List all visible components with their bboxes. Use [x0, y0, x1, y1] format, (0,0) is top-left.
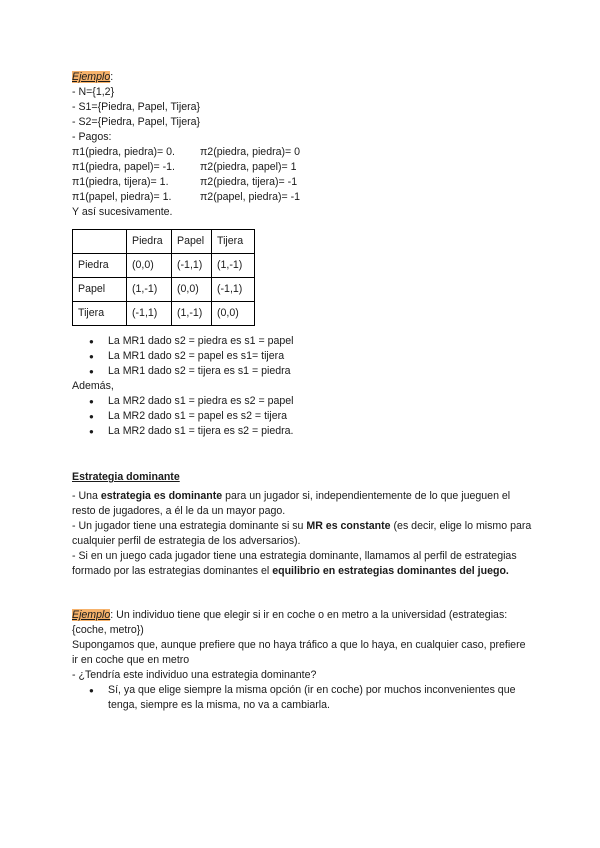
- example2-question: - ¿Tendría este individuo una estrategia dominante?: [72, 669, 317, 681]
- table-cell: (-1,1): [212, 278, 255, 302]
- payoff-row: π1(piedra, piedra)= 0. π2(piedra, piedra)= 0: [72, 146, 301, 158]
- constant-mr-paragraph: - Un jugador tiene una estrategia dominante si su MR es constante (es decir, elige lo mismo para cualquier perfil de estrategia de los adversarios).: [72, 520, 532, 547]
- payoff-matrix: [72, 229, 255, 326]
- table-cell: (0,0): [212, 302, 255, 326]
- table-cell: (-1,1): [172, 254, 212, 278]
- table-cell: Papel: [73, 278, 127, 302]
- mr2-list: [72, 394, 532, 439]
- table-cell: (0,0): [127, 254, 172, 278]
- payoff-row: π1(piedra, tijera)= 1. π2(piedra, tijera)= -1: [72, 176, 298, 188]
- table-row: [73, 278, 255, 302]
- table-row: [73, 302, 255, 326]
- list-item: ● La MR1 dado s2 = papel es s1= tijera: [72, 349, 532, 364]
- players-line: - N={1,2}: [72, 86, 115, 98]
- payoff-row: π1(piedra, papel)= -1. π2(piedra, papel)= 1: [72, 161, 297, 173]
- table-header-row: [73, 230, 255, 254]
- table-cell: (1,-1): [212, 254, 255, 278]
- ademas-line: Además,: [72, 380, 114, 392]
- table-cell: (1,-1): [172, 302, 212, 326]
- payoff-row: π1(papel, piedra)= 1. π2(papel, piedra)= -1: [72, 191, 301, 203]
- table-cell: [73, 230, 127, 254]
- table-cell: (0,0): [172, 278, 212, 302]
- example2-intro: Ejemplo: Un individuo tiene que elegir si ir en coche o en metro a la universidad (estrategias: {coche, metro}): [72, 609, 508, 636]
- list-item: ● La MR1 dado s2 = tijera es s1 = piedra: [72, 364, 532, 379]
- answer-list: [72, 683, 532, 713]
- document-page: [72, 70, 532, 713]
- equilibrium-paragraph: - Si en un juego cada jugador tiene una estrategia dominante, llamamos al perfil de estrategias formado por las estrategias dominantes el equilibrio en estrategias dominantes del juego.: [72, 550, 517, 577]
- list-item: ● La MR1 dado s2 = piedra es s1 = papel: [72, 334, 532, 349]
- list-item: ● La MR2 dado s1 = piedra es s2 = papel: [72, 394, 532, 409]
- example-label: Ejemplo: [72, 71, 111, 83]
- section-heading: Estrategia dominante: [72, 471, 180, 483]
- closing-line: Y así sucesivamente.: [72, 206, 173, 218]
- example-heading: Ejemplo:: [72, 71, 114, 83]
- example2-assumption: Supongamos que, aunque prefiere que no haya tráfico a que lo haya, en cualquier caso, prefiere ir en coche que en metro: [72, 639, 526, 666]
- mr1-list: [72, 334, 532, 379]
- table-cell: Piedra: [127, 230, 172, 254]
- table-cell: (-1,1): [127, 302, 172, 326]
- table-row: [73, 254, 255, 278]
- table-cell: Tijera: [212, 230, 255, 254]
- table-cell: Papel: [172, 230, 212, 254]
- list-item: ● Sí, ya que elige siempre la misma opción (ir en coche) por muchos inconvenientes que tenga, siempre es la misma, no va a cambiarla.: [72, 683, 532, 713]
- s1-line: - S1={Piedra, Papel, Tijera}: [72, 101, 201, 113]
- example-label: Ejemplo: [72, 609, 111, 621]
- payoffs-line: - Pagos:: [72, 131, 112, 143]
- table-cell: Piedra: [73, 254, 127, 278]
- definition-paragraph: - Una estrategia es dominante para un jugador si, independientemente de lo que jueguen el resto de jugadores, a él le da un mayor pago.: [72, 490, 511, 517]
- list-item: ● La MR2 dado s1 = tijera es s2 = piedra.: [72, 424, 532, 439]
- table-cell: (1,-1): [127, 278, 172, 302]
- s2-line: - S2={Piedra, Papel, Tijera}: [72, 116, 201, 128]
- list-item: ● La MR2 dado s1 = papel es s2 = tijera: [72, 409, 532, 424]
- table-cell: Tijera: [73, 302, 127, 326]
